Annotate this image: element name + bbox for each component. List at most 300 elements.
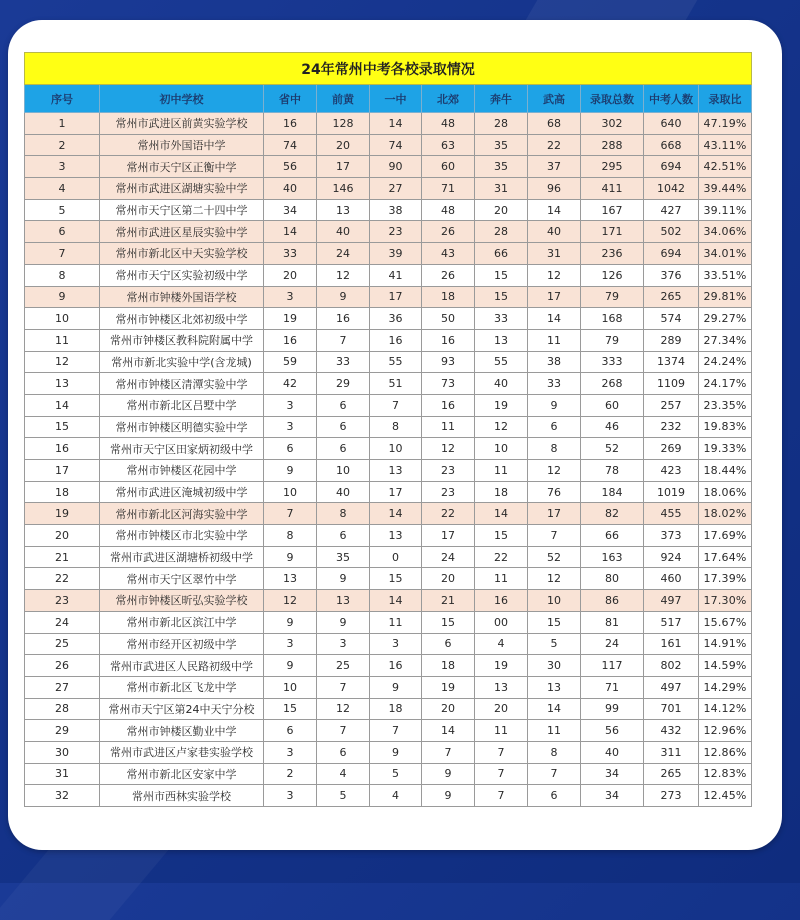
cell-rate: 15.67%: [699, 611, 752, 633]
cell-no: 28: [25, 698, 100, 720]
table-row: [25, 416, 752, 438]
cell-shengzhong: 3: [264, 785, 317, 807]
cell-benniu: 66: [475, 243, 528, 265]
cell-qianhuang: 6: [317, 394, 370, 416]
cell-benniu: 11: [475, 460, 528, 482]
cell-examinees: 497: [644, 676, 699, 698]
cell-qianhuang: 5: [317, 785, 370, 807]
cell-no: 26: [25, 655, 100, 677]
cell-wugao: 15: [528, 611, 581, 633]
cell-no: 18: [25, 481, 100, 503]
cell-wugao: 68: [528, 113, 581, 135]
cell-yizhong: 23: [370, 221, 422, 243]
cell-beijiao: 15: [422, 611, 475, 633]
cell-rate: 29.27%: [699, 308, 752, 330]
cell-examinees: 694: [644, 243, 699, 265]
cell-no: 2: [25, 134, 100, 156]
cell-yizhong: 4: [370, 785, 422, 807]
table-row: [25, 785, 752, 807]
cell-examinees: 269: [644, 438, 699, 460]
cell-wugao: 12: [528, 568, 581, 590]
cell-wugao: 96: [528, 178, 581, 200]
cell-benniu: 28: [475, 113, 528, 135]
cell-yizhong: 7: [370, 394, 422, 416]
admission-table: [24, 52, 752, 807]
cell-school: 常州市武进区湖塘桥初级中学: [100, 546, 264, 568]
cell-examinees: 373: [644, 525, 699, 547]
cell-qianhuang: 40: [317, 221, 370, 243]
cell-school: 常州市新北区河海实验中学: [100, 503, 264, 525]
cell-total: 40: [581, 741, 644, 763]
cell-no: 31: [25, 763, 100, 785]
cell-rate: 39.11%: [699, 199, 752, 221]
cell-shengzhong: 42: [264, 373, 317, 395]
cell-school: 常州市武进区星辰实验中学: [100, 221, 264, 243]
cell-shengzhong: 6: [264, 720, 317, 742]
cell-beijiao: 26: [422, 221, 475, 243]
table-row: [25, 264, 752, 286]
cell-yizhong: 27: [370, 178, 422, 200]
cell-rate: 18.44%: [699, 460, 752, 482]
cell-examinees: 427: [644, 199, 699, 221]
cell-rate: 43.11%: [699, 134, 752, 156]
cell-wugao: 6: [528, 416, 581, 438]
cell-school: 常州市钟楼区市北实验中学: [100, 525, 264, 547]
cell-examinees: 694: [644, 156, 699, 178]
cell-benniu: 33: [475, 308, 528, 330]
cell-beijiao: 48: [422, 113, 475, 135]
cell-yizhong: 9: [370, 676, 422, 698]
cell-school: 常州市新北区安家中学: [100, 763, 264, 785]
cell-wugao: 11: [528, 720, 581, 742]
cell-wugao: 40: [528, 221, 581, 243]
cell-total: 99: [581, 698, 644, 720]
cell-no: 19: [25, 503, 100, 525]
cell-rate: 14.12%: [699, 698, 752, 720]
cell-shengzhong: 6: [264, 438, 317, 460]
cell-school: 常州市钟楼外国语学校: [100, 286, 264, 308]
cell-beijiao: 63: [422, 134, 475, 156]
cell-beijiao: 48: [422, 199, 475, 221]
cell-shengzhong: 9: [264, 546, 317, 568]
column-header-examinees: 中考人数: [644, 85, 699, 113]
cell-rate: 29.81%: [699, 286, 752, 308]
cell-beijiao: 23: [422, 481, 475, 503]
table-body: [25, 113, 752, 807]
cell-qianhuang: 6: [317, 416, 370, 438]
cell-shengzhong: 34: [264, 199, 317, 221]
cell-school: 常州市武进区湖塘实验中学: [100, 178, 264, 200]
cell-benniu: 18: [475, 481, 528, 503]
cell-yizhong: 17: [370, 481, 422, 503]
cell-examinees: 232: [644, 416, 699, 438]
cell-qianhuang: 7: [317, 720, 370, 742]
cell-examinees: 432: [644, 720, 699, 742]
cell-no: 3: [25, 156, 100, 178]
column-header-no: 序号: [25, 85, 100, 113]
table-row: [25, 720, 752, 742]
cell-total: 79: [581, 329, 644, 351]
cell-qianhuang: 16: [317, 308, 370, 330]
cell-yizhong: 0: [370, 546, 422, 568]
cell-shengzhong: 14: [264, 221, 317, 243]
cell-total: 79: [581, 286, 644, 308]
cell-total: 60: [581, 394, 644, 416]
cell-shengzhong: 3: [264, 633, 317, 655]
cell-shengzhong: 74: [264, 134, 317, 156]
cell-rate: 39.44%: [699, 178, 752, 200]
cell-yizhong: 41: [370, 264, 422, 286]
cell-no: 25: [25, 633, 100, 655]
cell-benniu: 40: [475, 373, 528, 395]
cell-no: 12: [25, 351, 100, 373]
cell-rate: 17.30%: [699, 590, 752, 612]
cell-beijiao: 23: [422, 460, 475, 482]
cell-no: 23: [25, 590, 100, 612]
cell-examinees: 517: [644, 611, 699, 633]
cell-school: 常州市新北实验中学(含龙城): [100, 351, 264, 373]
cell-wugao: 14: [528, 199, 581, 221]
cell-benniu: 19: [475, 394, 528, 416]
cell-wugao: 9: [528, 394, 581, 416]
cell-examinees: 502: [644, 221, 699, 243]
cell-total: 295: [581, 156, 644, 178]
cell-shengzhong: 56: [264, 156, 317, 178]
cell-no: 17: [25, 460, 100, 482]
cell-no: 16: [25, 438, 100, 460]
cell-total: 86: [581, 590, 644, 612]
cell-shengzhong: 7: [264, 503, 317, 525]
cell-beijiao: 18: [422, 655, 475, 677]
cell-total: 24: [581, 633, 644, 655]
cell-shengzhong: 13: [264, 568, 317, 590]
cell-rate: 12.86%: [699, 741, 752, 763]
cell-rate: 34.06%: [699, 221, 752, 243]
cell-shengzhong: 19: [264, 308, 317, 330]
cell-school: 常州市新北区吕墅中学: [100, 394, 264, 416]
cell-beijiao: 43: [422, 243, 475, 265]
table-row: [25, 546, 752, 568]
cell-rate: 23.35%: [699, 394, 752, 416]
cell-benniu: 11: [475, 568, 528, 590]
cell-school: 常州市钟楼区花园中学: [100, 460, 264, 482]
cell-school: 常州市钟楼区昕弘实验学校: [100, 590, 264, 612]
cell-total: 411: [581, 178, 644, 200]
cell-school: 常州市武进区卢家巷实验学校: [100, 741, 264, 763]
column-header-yizhong: 一中: [370, 85, 422, 113]
cell-school: 常州市武进区淹城初级中学: [100, 481, 264, 503]
cell-beijiao: 20: [422, 698, 475, 720]
cell-shengzhong: 3: [264, 741, 317, 763]
cell-no: 1: [25, 113, 100, 135]
cell-yizhong: 14: [370, 503, 422, 525]
cell-qianhuang: 13: [317, 590, 370, 612]
cell-beijiao: 20: [422, 568, 475, 590]
cell-total: 167: [581, 199, 644, 221]
cell-shengzhong: 10: [264, 481, 317, 503]
cell-examinees: 273: [644, 785, 699, 807]
cell-yizhong: 11: [370, 611, 422, 633]
table-row: [25, 308, 752, 330]
table-title-row: [25, 53, 752, 85]
cell-rate: 12.83%: [699, 763, 752, 785]
cell-total: 236: [581, 243, 644, 265]
cell-beijiao: 24: [422, 546, 475, 568]
cell-shengzhong: 3: [264, 416, 317, 438]
cell-shengzhong: 2: [264, 763, 317, 785]
table-row: [25, 394, 752, 416]
cell-beijiao: 60: [422, 156, 475, 178]
cell-beijiao: 18: [422, 286, 475, 308]
cell-benniu: 7: [475, 785, 528, 807]
cell-yizhong: 90: [370, 156, 422, 178]
cell-total: 126: [581, 264, 644, 286]
cell-no: 32: [25, 785, 100, 807]
table-row: [25, 525, 752, 547]
cell-shengzhong: 16: [264, 329, 317, 351]
table-row: [25, 113, 752, 135]
cell-beijiao: 14: [422, 720, 475, 742]
cell-benniu: 35: [475, 134, 528, 156]
cell-qianhuang: 35: [317, 546, 370, 568]
cell-total: 71: [581, 676, 644, 698]
column-header-benniu: 奔牛: [475, 85, 528, 113]
cell-examinees: 1042: [644, 178, 699, 200]
cell-beijiao: 9: [422, 785, 475, 807]
cell-no: 8: [25, 264, 100, 286]
cell-total: 171: [581, 221, 644, 243]
cell-rate: 18.02%: [699, 503, 752, 525]
cell-beijiao: 16: [422, 329, 475, 351]
cell-examinees: 455: [644, 503, 699, 525]
cell-school: 常州市钟楼区清潭实验中学: [100, 373, 264, 395]
cell-benniu: 7: [475, 763, 528, 785]
cell-school: 常州市天宁区正衡中学: [100, 156, 264, 178]
cell-no: 27: [25, 676, 100, 698]
admission-table-container: [24, 52, 751, 807]
cell-total: 81: [581, 611, 644, 633]
cell-total: 333: [581, 351, 644, 373]
cell-shengzhong: 9: [264, 655, 317, 677]
cell-beijiao: 9: [422, 763, 475, 785]
table-row: [25, 243, 752, 265]
cell-yizhong: 7: [370, 720, 422, 742]
table-row: [25, 373, 752, 395]
cell-examinees: 423: [644, 460, 699, 482]
cell-no: 20: [25, 525, 100, 547]
cell-qianhuang: 6: [317, 438, 370, 460]
cell-yizhong: 36: [370, 308, 422, 330]
cell-wugao: 17: [528, 286, 581, 308]
cell-examinees: 257: [644, 394, 699, 416]
cell-rate: 17.69%: [699, 525, 752, 547]
cell-wugao: 12: [528, 460, 581, 482]
cell-beijiao: 7: [422, 741, 475, 763]
cell-yizhong: 3: [370, 633, 422, 655]
cell-total: 78: [581, 460, 644, 482]
cell-no: 6: [25, 221, 100, 243]
cell-examinees: 924: [644, 546, 699, 568]
table-row: [25, 156, 752, 178]
cell-benniu: 15: [475, 264, 528, 286]
cell-rate: 12.96%: [699, 720, 752, 742]
cell-shengzhong: 3: [264, 394, 317, 416]
cell-yizhong: 39: [370, 243, 422, 265]
cell-total: 46: [581, 416, 644, 438]
cell-yizhong: 16: [370, 329, 422, 351]
cell-yizhong: 38: [370, 199, 422, 221]
cell-wugao: 12: [528, 264, 581, 286]
table-header-row: [25, 85, 752, 113]
cell-yizhong: 51: [370, 373, 422, 395]
cell-beijiao: 73: [422, 373, 475, 395]
cell-shengzhong: 40: [264, 178, 317, 200]
cell-benniu: 15: [475, 286, 528, 308]
column-header-school: 初中学校: [100, 85, 264, 113]
cell-benniu: 13: [475, 676, 528, 698]
table-row: [25, 460, 752, 482]
cell-examinees: 376: [644, 264, 699, 286]
table-row: [25, 329, 752, 351]
cell-shengzhong: 33: [264, 243, 317, 265]
column-header-beijiao: 北郊: [422, 85, 475, 113]
table-row: [25, 351, 752, 373]
table-row: [25, 286, 752, 308]
table-row: [25, 221, 752, 243]
cell-rate: 27.34%: [699, 329, 752, 351]
cell-yizhong: 16: [370, 655, 422, 677]
cell-qianhuang: 13: [317, 199, 370, 221]
cell-qianhuang: 17: [317, 156, 370, 178]
cell-shengzhong: 20: [264, 264, 317, 286]
table-row: [25, 698, 752, 720]
cell-shengzhong: 8: [264, 525, 317, 547]
cell-wugao: 8: [528, 438, 581, 460]
cell-total: 168: [581, 308, 644, 330]
cell-wugao: 22: [528, 134, 581, 156]
cell-no: 7: [25, 243, 100, 265]
cell-shengzhong: 12: [264, 590, 317, 612]
cell-school: 常州市天宁区第24中天宁分校: [100, 698, 264, 720]
cell-beijiao: 26: [422, 264, 475, 286]
cell-benniu: 20: [475, 199, 528, 221]
table-row: [25, 633, 752, 655]
cell-wugao: 5: [528, 633, 581, 655]
cell-total: 34: [581, 785, 644, 807]
cell-rate: 24.24%: [699, 351, 752, 373]
cell-no: 13: [25, 373, 100, 395]
cell-yizhong: 14: [370, 113, 422, 135]
table-row: [25, 676, 752, 698]
cell-yizhong: 13: [370, 460, 422, 482]
cell-no: 30: [25, 741, 100, 763]
cell-rate: 17.64%: [699, 546, 752, 568]
cell-benniu: 10: [475, 438, 528, 460]
table-row: [25, 568, 752, 590]
cell-beijiao: 11: [422, 416, 475, 438]
cell-examinees: 161: [644, 633, 699, 655]
cell-wugao: 13: [528, 676, 581, 698]
cell-wugao: 52: [528, 546, 581, 568]
cell-no: 24: [25, 611, 100, 633]
cell-qianhuang: 24: [317, 243, 370, 265]
cell-examinees: 311: [644, 741, 699, 763]
cell-benniu: 11: [475, 720, 528, 742]
column-header-wugao: 武高: [528, 85, 581, 113]
cell-school: 常州市天宁区实验初级中学: [100, 264, 264, 286]
cell-benniu: 16: [475, 590, 528, 612]
cell-benniu: 20: [475, 698, 528, 720]
cell-qianhuang: 9: [317, 611, 370, 633]
cell-shengzhong: 10: [264, 676, 317, 698]
cell-shengzhong: 16: [264, 113, 317, 135]
cell-school: 常州市钟楼区北郊初级中学: [100, 308, 264, 330]
cell-rate: 17.39%: [699, 568, 752, 590]
cell-total: 288: [581, 134, 644, 156]
cell-beijiao: 6: [422, 633, 475, 655]
cell-beijiao: 71: [422, 178, 475, 200]
cell-total: 302: [581, 113, 644, 135]
cell-examinees: 802: [644, 655, 699, 677]
cell-total: 56: [581, 720, 644, 742]
cell-beijiao: 50: [422, 308, 475, 330]
cell-school: 常州市新北区滨江中学: [100, 611, 264, 633]
cell-qianhuang: 9: [317, 286, 370, 308]
cell-examinees: 1374: [644, 351, 699, 373]
cell-wugao: 6: [528, 785, 581, 807]
cell-rate: 34.01%: [699, 243, 752, 265]
cell-rate: 14.29%: [699, 676, 752, 698]
cell-wugao: 11: [528, 329, 581, 351]
table-row: [25, 134, 752, 156]
cell-school: 常州市武进区人民路初级中学: [100, 655, 264, 677]
cell-qianhuang: 25: [317, 655, 370, 677]
cell-qianhuang: 3: [317, 633, 370, 655]
cell-wugao: 33: [528, 373, 581, 395]
cell-wugao: 30: [528, 655, 581, 677]
cell-yizhong: 55: [370, 351, 422, 373]
cell-examinees: 640: [644, 113, 699, 135]
cell-yizhong: 15: [370, 568, 422, 590]
cell-qianhuang: 9: [317, 568, 370, 590]
cell-total: 117: [581, 655, 644, 677]
cell-no: 15: [25, 416, 100, 438]
cell-qianhuang: 6: [317, 741, 370, 763]
cell-yizhong: 5: [370, 763, 422, 785]
table-row: [25, 611, 752, 633]
cell-qianhuang: 7: [317, 329, 370, 351]
table-row: [25, 741, 752, 763]
cell-qianhuang: 146: [317, 178, 370, 200]
cell-qianhuang: 8: [317, 503, 370, 525]
cell-wugao: 7: [528, 763, 581, 785]
cell-rate: 18.06%: [699, 481, 752, 503]
cell-school: 常州市新北区飞龙中学: [100, 676, 264, 698]
cell-beijiao: 19: [422, 676, 475, 698]
cell-qianhuang: 128: [317, 113, 370, 135]
cell-yizhong: 13: [370, 525, 422, 547]
cell-wugao: 10: [528, 590, 581, 612]
cell-total: 82: [581, 503, 644, 525]
cell-rate: 14.91%: [699, 633, 752, 655]
cell-benniu: 00: [475, 611, 528, 633]
cell-examinees: 265: [644, 763, 699, 785]
cell-school: 常州市天宁区翠竹中学: [100, 568, 264, 590]
cell-qianhuang: 12: [317, 264, 370, 286]
cell-benniu: 28: [475, 221, 528, 243]
column-header-qianhuang: 前黄: [317, 85, 370, 113]
cell-no: 4: [25, 178, 100, 200]
